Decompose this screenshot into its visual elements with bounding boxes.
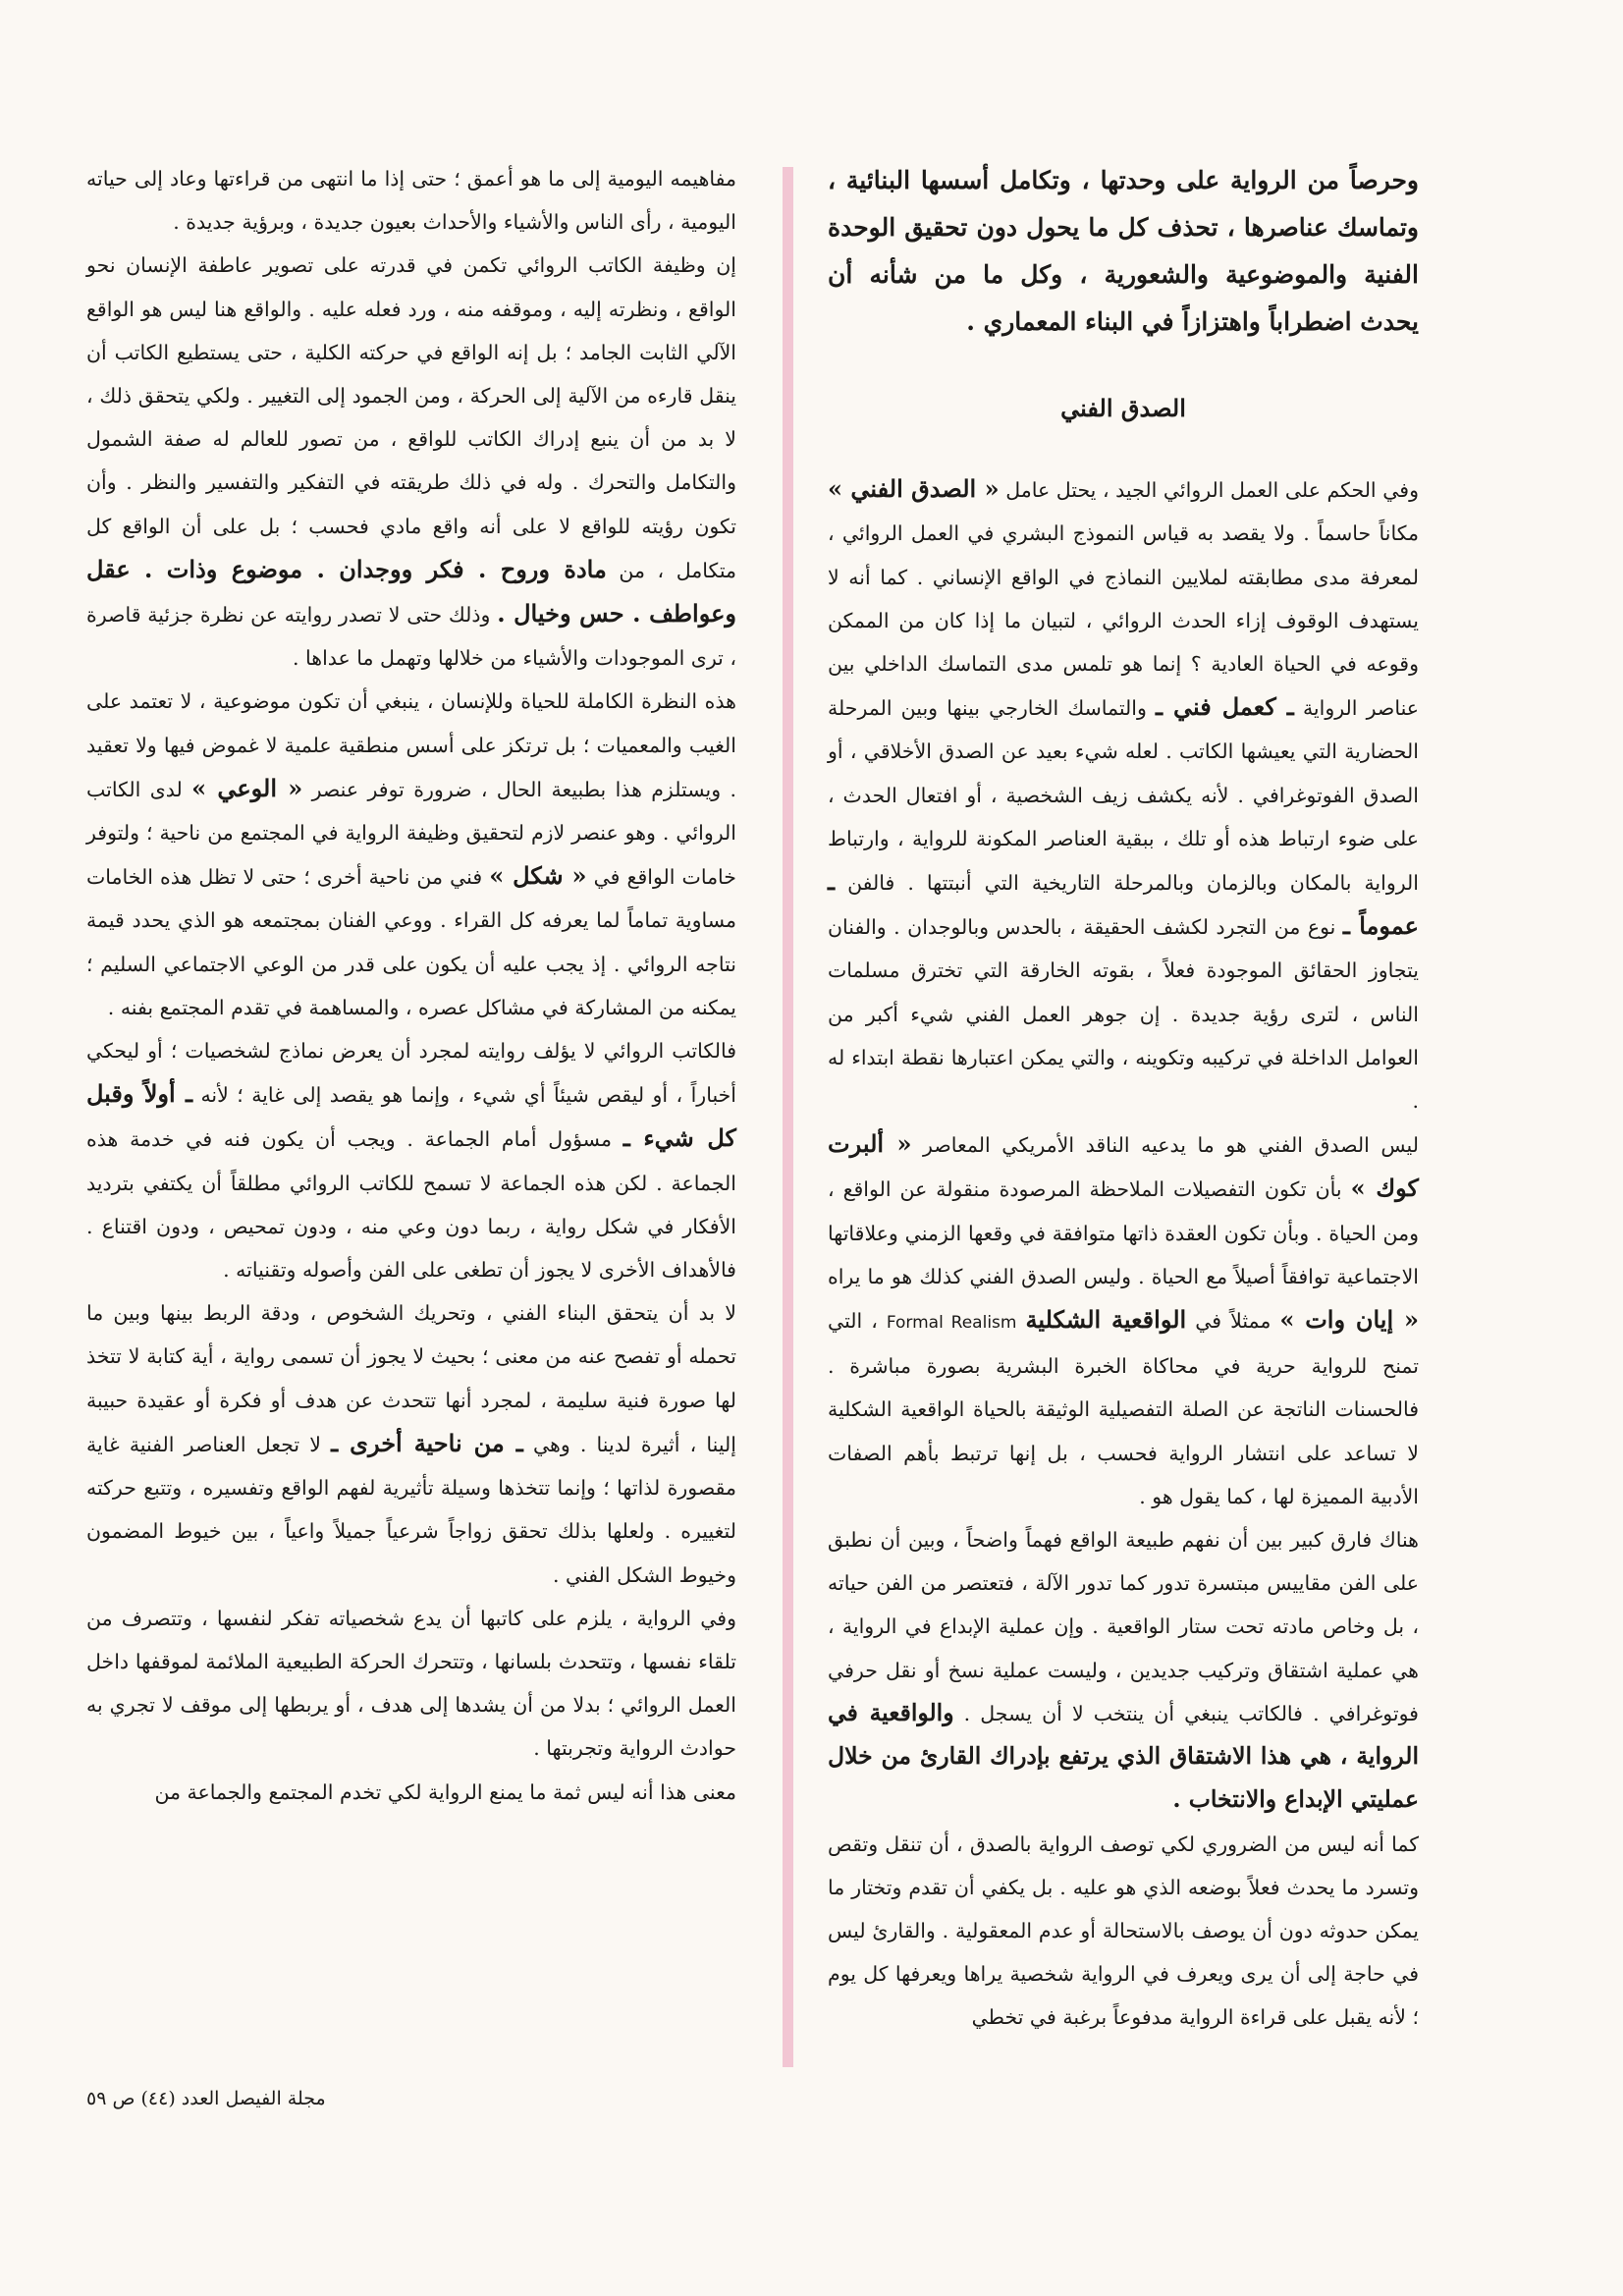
text: لدى الكاتب الروائي . وهو عنصر لازم لتحقيق وظيفة الرواية في المجتمع من ناحية ؛ ولتوفر خامات الواقع في — [86, 777, 736, 890]
text: إن وظيفة الكاتب الروائي تكمن في قدرته على تصوير عاطفة الإنسان نحو الواقع ، ونظرته إليه ، وموقفه منه ، ورد فعله عليه . والواقع هنا ليس هو الواقع الآلي الثابت الجامد ؛ بل إنه الواقع في حركته الكلية ، حتى يستطيع الكاتب أن ينقل قارءه من الآلية إلى الحركة ، ومن الجمود إلى التغيير . ولكي يتحقق ذلك ، لا بد من أن ينبع إدراك الكاتب للواقع ، من تصور للعالم له صفة الشمول والتكامل والتحرك . وله في ذلك طريقته في التفكير والتفسير والنظر . وأن تكون رؤيته للواقع لا على أنه واقع مادي فحسب ؛ بل على أن الواقع كل متكامل ، من — [86, 253, 737, 582]
text: وذلك حتى لا تصدر روايته عن نظرة جزئية قاصرة ، ترى الموجودات والأشياء من خلالها وتهمل ما عداها . — [86, 603, 736, 671]
paragraph — [828, 467, 1419, 1122]
paragraph — [86, 1291, 736, 1596]
paragraph — [86, 1029, 736, 1291]
paragraph: كما أنه ليس من الضروري لكي توصف الرواية بالصدق ، أن تنقل وتقص وتسرد ما يحدث فعلاً بوضعه الذي هو عليه . بل يكفي أن تقدم وتختار ما يمكن حدوثه دون أن يوصف بالاستحالة أو عدم المعقولية . والقارئ ليس في حاجة إلى أن يرى ويعرف في الرواية شخصية يراها ويعرفها كل يوم ؛ لأنه يقبل على قراءة الرواية مدفوعاً برغبة في تخطي — [828, 1831, 1419, 2030]
left-column — [86, 157, 736, 1814]
text: ليس الصدق الفني هو ما يدعيه الناقد الأمريكي المعاصر — [923, 1133, 1419, 1158]
column-divider — [783, 167, 793, 2067]
bold-term: مادة وروح . فكر ووجدان . موضوع وذات . عقل وعواطف . حس وخيال . — [86, 554, 736, 629]
text: ، التي تمنح للرواية حرية في محاكاة الخبرة البشرية بصورة مباشرة . فالحسنات الناتجة عن الصلة التفصيلية الوثيقة بالحياة الواقعية الشكلية لا تساعد على انتشار الرواية فحسب ، بل إنها ترتبط بأهم الصفات الأدبية المميزة لها ، كما يقول هو . — [828, 1309, 1419, 1508]
section-heading: الصدق الفني — [1060, 394, 1186, 422]
bold-term: « الصدق الفني » — [828, 474, 1000, 504]
paragraph: وفي الرواية ، يلزم على كاتبها أن يدع شخصياته تفكر لنفسها ، وتتصرف من تلقاء نفسها ، وتتحدث بلسانها ، وتتحرك الحركة الطبيعية الملائمة لموقفها داخل العمل الروائي ؛ بدلا من أن يشدها إلى هدف ، أو يربطها إلى موقف لا تجري به حوادث الرواية وتجربتها . — [86, 1606, 736, 1761]
paragraph — [86, 244, 736, 680]
text: لا تجعل العناصر الفنية غاية مقصورة لذاتها ؛ وإنما تتخذها وسيلة تأثيرية لفهم الواقع وتفسيره ، وتتبع حركته لتغييره . ولعلها بذلك تحقق زواجاً شرعياً جميلاً واعياً ، بين خيوط المضمون وخيوط الشكل الفني . — [86, 1432, 736, 1587]
page-footer: مجلة الفيصل العدد (٤٤) ص ٥٩ — [86, 2088, 326, 2109]
paragraph — [86, 680, 736, 1029]
bold-term: ـ كعمل فني ـ — [1156, 692, 1294, 722]
bold-term: الواقعية الشكلية — [1025, 1305, 1187, 1335]
bold-term: ـ عموماً ـ — [828, 867, 1419, 941]
bold-term: « ألبرت كوك » — [828, 1129, 1419, 1203]
bold-term: « شكل » — [489, 861, 587, 891]
text: لا بد أن يتحقق البناء الفني ، وتحريك الشخوص ، ودقة الربط بينها وبين ما تحمله أو تفصح عنه من معنى ؛ بحيث لا يجوز أن تسمى رواية ، أية كتابة لا تتخذ لها صورة فنية سليمة ، لمجرد أنها تتحدث عن هدف أو فكرة أو عقيدة حبيبة إلينا ، أثيرة لدينا . وهي — [86, 1301, 736, 1456]
bold-term: « إيان وات » — [1279, 1305, 1419, 1335]
text: فني من ناحية أخرى ؛ حتى لا تظل هذه الخامات مساوية تماماً لما يعرفه كل القراء . ووعي الفنان بمجتمعه هو الذي يحدد قيمة نتاجه الروائي . إذ يجب عليه أن يكون على قدر من الوعي الاجتماعي السليم ؛ يمكنه من المشاركة في مشاكل عصره ، والمساهمة في تقدم المجتمع بفنه . — [86, 865, 736, 1019]
bold-term: ـ أولاً وقبل كل شيء ـ — [86, 1079, 736, 1153]
bold-term: ـ من ناحية أخرى ـ — [331, 1428, 523, 1457]
lead-paragraph: وحرصاً من الرواية على وحدتها ، وتكامل أسسها البنائية ، وتماسك عناصرها ، تحذف كل ما يحول دون تحقيق الوحدة الفنية والموضوعية والشعورية ، وكل ما من شأنه أن يحدث اضطراباً واهتزازاً في البناء المعماري . — [828, 166, 1419, 336]
bold-term: « الوعي » — [191, 773, 303, 802]
paragraph: معنى هذا أنه ليس ثمة ما يمنع الرواية لكي تخدم المجتمع والجماعة من — [154, 1779, 736, 1804]
text: بأن تكون التفصيلات الملاحظة المرصودة منقولة عن الواقع ، ومن الحياة . وبأن تكون العقدة ذاتها متوافقة في وقعها الزمني وعلاقاتها الاجتماعية توافقاً أصيلاً مع الحياة . وليس الصدق الفني كذلك هو ما يراه — [828, 1177, 1419, 1288]
paragraph — [828, 1122, 1419, 1518]
right-column — [828, 157, 1419, 2040]
text: هناك فارق كبير بين أن نفهم طبيعة الواقع فهماً واضحاً ، وبين أن نطبق على الفن مقاييس مبتسرة تدور كما تدور الآلة ، فتعتصر من الفن حياته ، بل وخاص مادته تحت ستار الواقعية . وإن عملية الإبداع في الرواية ، هي عملية اشتقاق وتركيب جديدين ، وليست عملية نسخ أو نقل حرفي فوتوغرافي . فالكاتب ينبغي أن ينتخب لا أن يسجل . — [828, 1528, 1419, 1725]
text: مكاناً حاسماً . ولا يقصد به قياس النموذج البشري في العمل الروائي ، لمعرفة مدى مطابقته لملايين النماذج في الواقع الإنساني . كما أنه لا يستهدف الوقوف إزاء الحدث الروائي ، لتبيان ما إذا كان من الممكن وقوعه في الحياة العادية ؟ إنما هو تلمس مدى التماسك الداخلي بين عناصر الرواية — [828, 521, 1419, 721]
text: والتماسك الخارجي بينها وبين المرحلة الحضارية التي يعيشها الكاتب . لعله شيء بعيد عن الصدق الأخلاقي ، أو الصدق الفوتوغرافي . لأنه يكشف زيف الشخصية ، أو افتعال الحدث ، على ضوء ارتباط هذه أو تلك ، ببقية العناصر المكونة للرواية ، وارتباط الرواية بالمكان وبالزمان وبالمرحلة التاريخية التي أنبتتها . فالفن — [828, 696, 1419, 896]
paragraph: مفاهيمه اليومية إلى ما هو أعمق ؛ حتى إذا ما انتهى من قراءتها وعاد إلى حياته اليومية ، رأى الناس والأشياء والأحداث بعيون جديدة ، وبرؤية جديدة . — [86, 167, 736, 235]
latin-term: Formal Realism — [886, 1313, 1017, 1334]
text: هذه النظرة الكاملة للحياة وللإنسان ، ينبغي أن تكون موضوعية ، لا تعتمد على الغيب والمعميات ؛ بل ترتكز على أسس منطقية علمية لا غموض فيها ولا تعقيد . ويستلزم هذا بطبيعة الحال ، ضرورة توفر عنصر — [86, 689, 736, 801]
text: فالكاتب الروائي لا يؤلف روايته لمجرد أن يعرض نماذج لشخصيات ؛ أو ليحكي أخباراً ، أو ليقص شيئاً أي شيء ، وإنما هو يقصد إلى غاية ؛ لأنه — [86, 1039, 736, 1108]
bold-statement: والواقعية في الرواية ، هي هذا الاشتقاق الذي يرتفع بإدراك القارئ من خلال عمليتي الإبداع والانتخاب . — [828, 1698, 1419, 1814]
text: نوع من التجرد لكشف الحقيقة ، بالحدس وبالوجدان . والفنان يتجاوز الحقائق الموجودة فعلاً ، بقوته الخارقة التي تخترق مسلمات الناس ، لترى رؤية جديدة . إن جوهر العمل الفني شيء أكبر من العوامل الداخلة في تركيبه وتكوينه ، والتي يمكن اعتبارها نقطة ابتداء له . — [828, 915, 1419, 1114]
text: ممثلاً في — [1195, 1309, 1271, 1334]
text: وفي الحكم على العمل الروائي الجيد ، يحتل عامل — [1005, 478, 1419, 503]
paragraph — [828, 1518, 1419, 1822]
text: مسؤول أمام الجماعة . ويجب أن يكون فنه في خدمة هذه الجماعة . لكن هذه الجماعة لا تسمح للكاتب الروائي مطلقاً أن يكتفي بترديد الأفكار في شكل رواية ، ربما دون وعي منه ، ودون تمحيص ، ودون اقتناع . فالأهداف الأخرى لا يجوز أن تطغى على الفن وأصوله وتقنياته . — [86, 1127, 736, 1283]
